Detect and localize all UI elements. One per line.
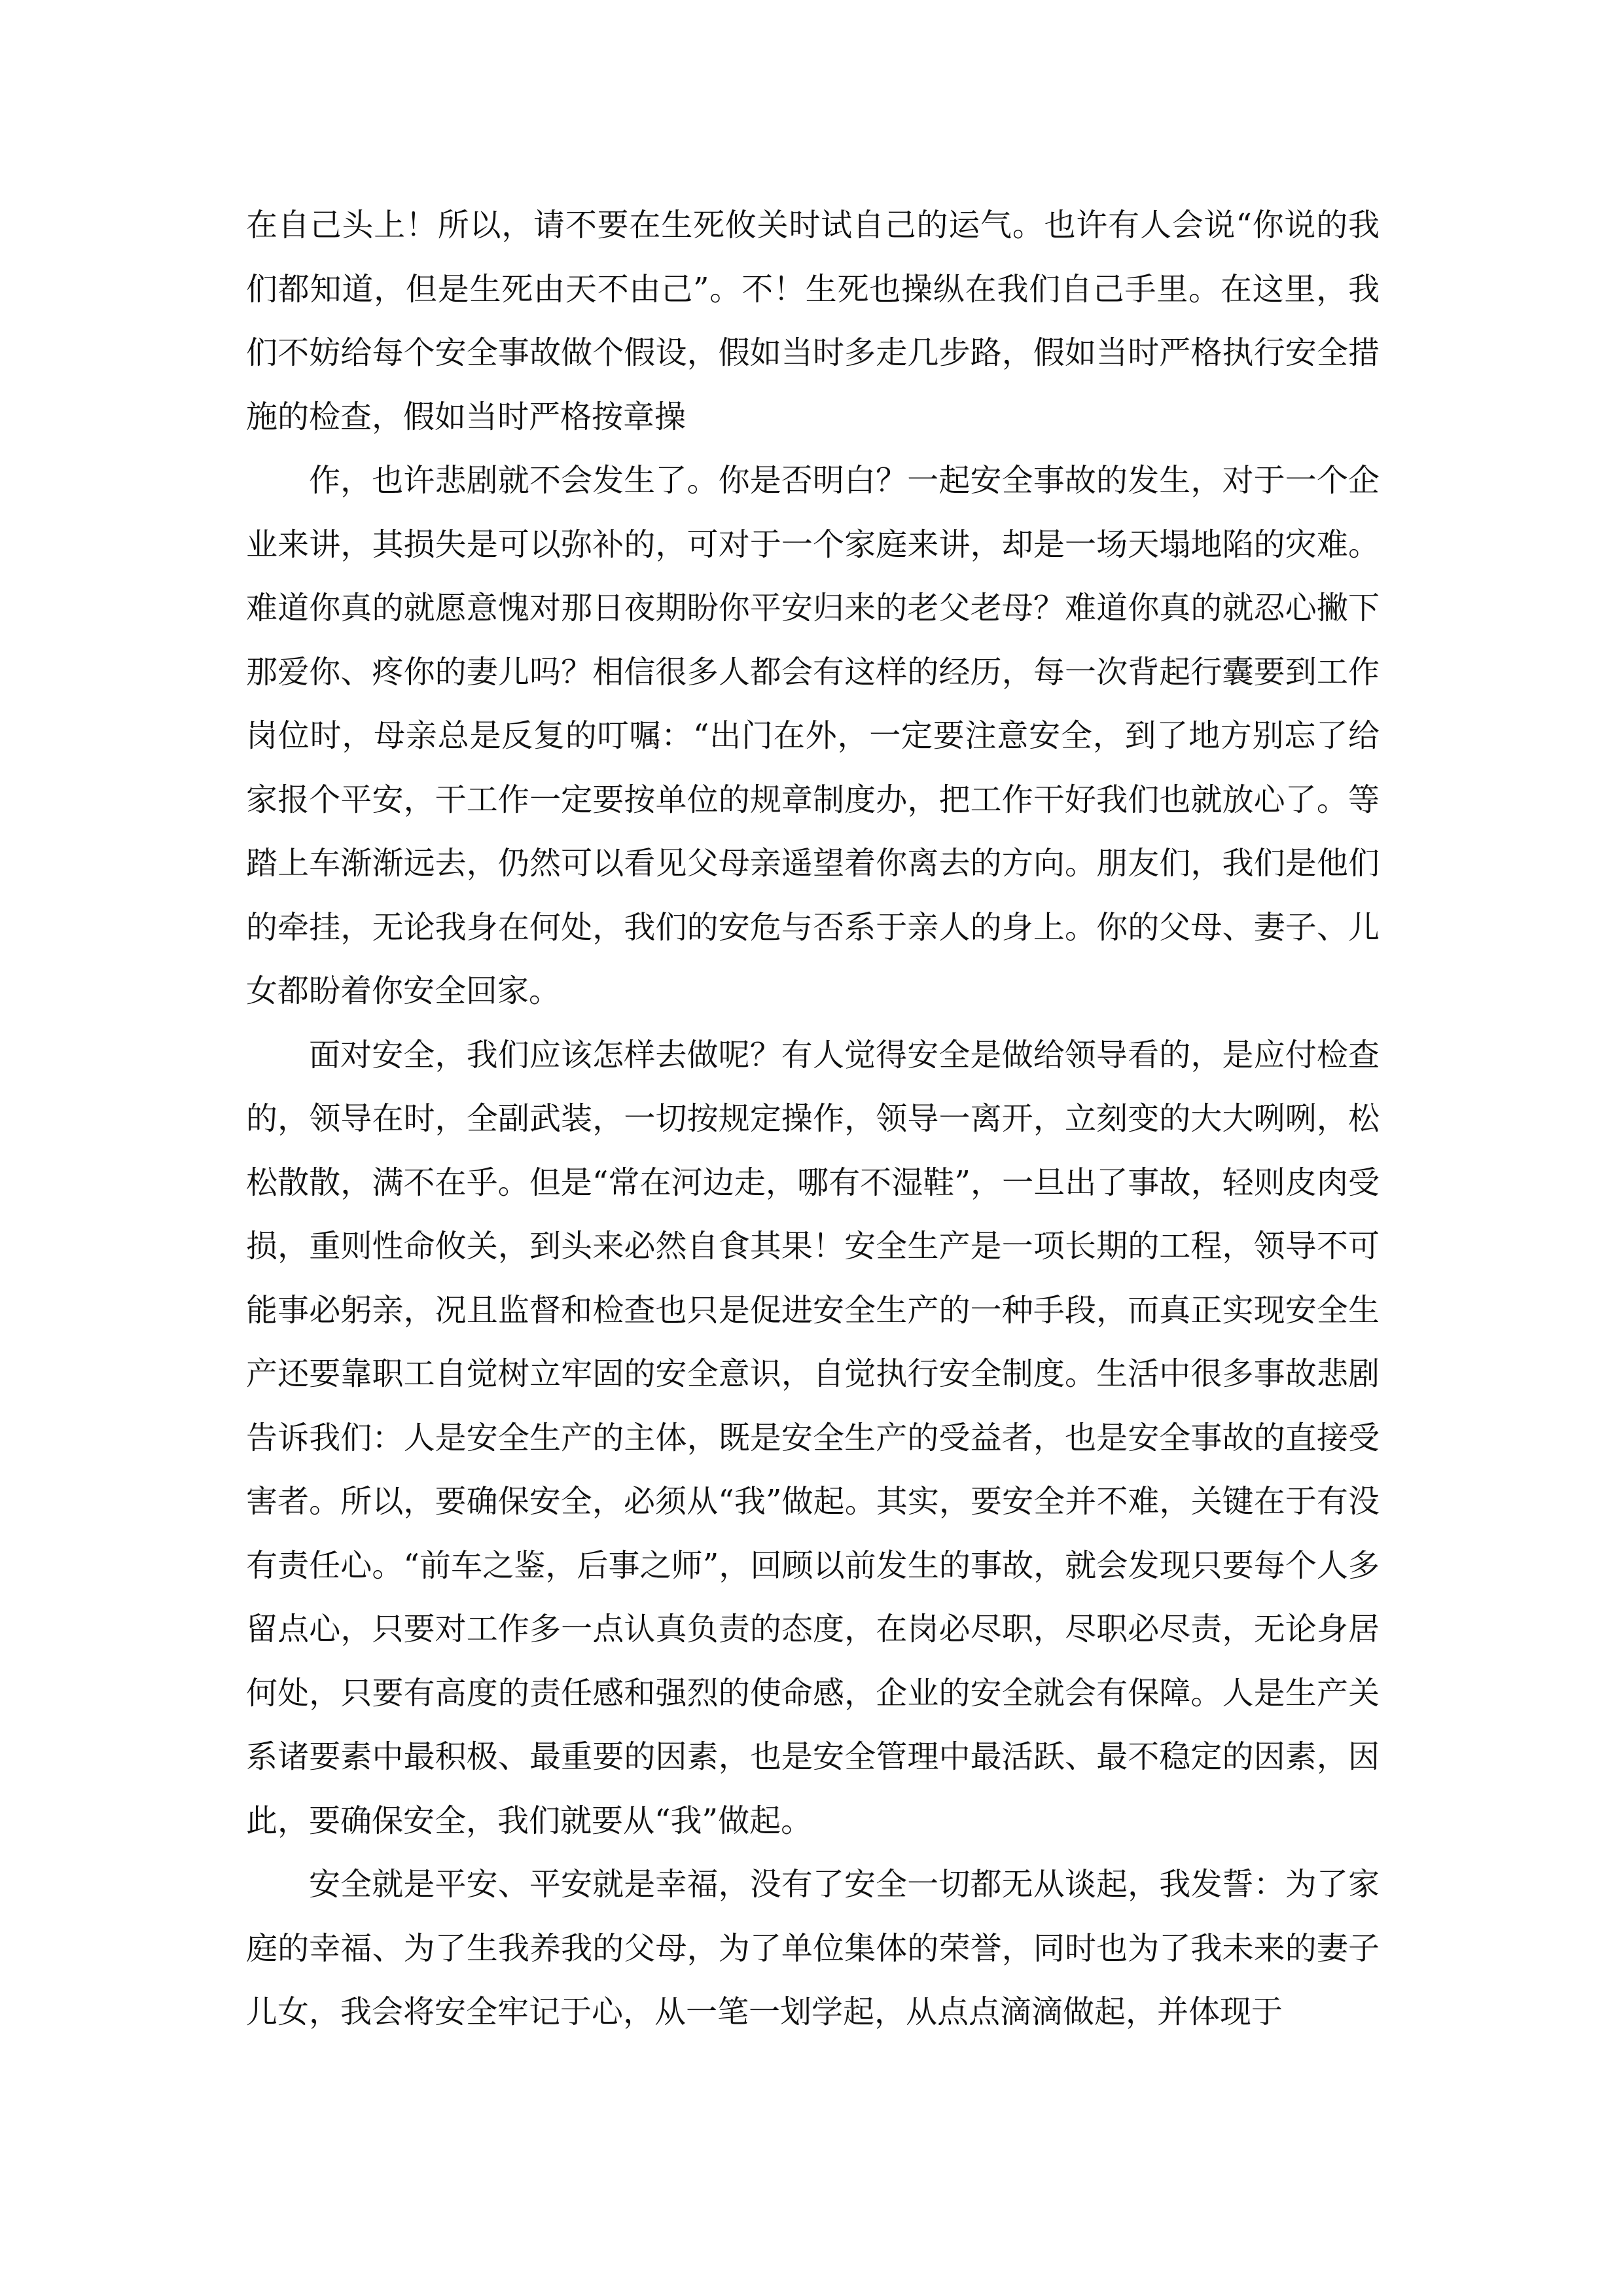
paragraph-1: 在自己头上！所以，请不要在生死攸关时试自己的运气。也许有人会说“你说的我们都知道，但是生死由天不由己”。不！生死也操纵在我们自己手里。在这里，我们不妨给每个安全事故做个假设，假如当时多走几步路，假如当时严格执行安全措施的检查，假如当时严格按章操 [246,207,1380,435]
paragraph-3: 面对安全，我们应该怎样去做呢？有人觉得安全是做给领导看的，是应付检查的，领导在时，全副武装，一切按规定操作，领导一离开，立刻变的大大咧咧，松松散散，满不在乎。但是“常在河边走，哪有不湿鞋”，一旦出了事故，轻则皮肉受损，重则性命攸关，到头来必然自食其果！安全生产是一项长期的工程，领导不可能事必躬亲，况且监督和检查也只是促进安全生产的一种手段，而真正实现安全生产还要靠职工自觉树立牢固的安全意识，自觉执行安全制度。生活中很多事故悲剧告诉我们：人是安全生产的主体，既是安全生产的受益者，也是安全事故的直接受害者。所以，要确保安全，必须从“我”做起。其实，要安全并不难，关键在于有没有责任心。“前车之鉴，后事之师”，回顾以前发生的事故，就会发现只要每个人多留点心，只要对工作多一点认真负责的态度，在岗必尽职，尽职必尽责，无论身居何处，只要有高度的责任感和强烈的使命感，企业的安全就会有保障。人是生产关系诸要素中最积极、最重要的因素，也是安全管理中最活跃、最不稳定的因素，因此，要确保安全，我们就要从“我”做起。 [246,1036,1380,1839]
paragraph-2: 作，也许悲剧就不会发生了。你是否明白？一起安全事故的发生，对于一个企业来讲，其损失是可以弥补的，可对于一个家庭来讲，却是一场天塌地陷的灾难。难道你真的就愿意愧对那日夜期盼你平安归来的老父老母？难道你真的就忍心撇下那爱你、疼你的妻儿吗？相信很多人都会有这样的经历，每一次背起行囊要到工作岗位时，母亲总是反复的叮嘱：“出门在外，一定要注意安全，到了地方别忘了给家报个平安，干工作一定要按单位的规章制度办，把工作干好我们也就放心了。等踏上车渐渐远去，仍然可以看见父母亲遥望着你离去的方向。朋友们，我们是他们的牵挂，无论我身在何处，我们的安危与否系于亲人的身上。你的父母、妻子、儿女都盼着你安全回家。 [246,462,1380,1009]
paragraph-4: 安全就是平安、平安就是幸福，没有了安全一切都无从谈起，我发誓：为了家庭的幸福、为了生我养我的父母，为了单位集体的荣誉，同时也为了我未来的妻子儿女，我会将安全牢记于心，从一笔一划学起，从点点滴滴做起，并体现于 [246,1866,1380,2030]
body-text [246,194,1380,2045]
